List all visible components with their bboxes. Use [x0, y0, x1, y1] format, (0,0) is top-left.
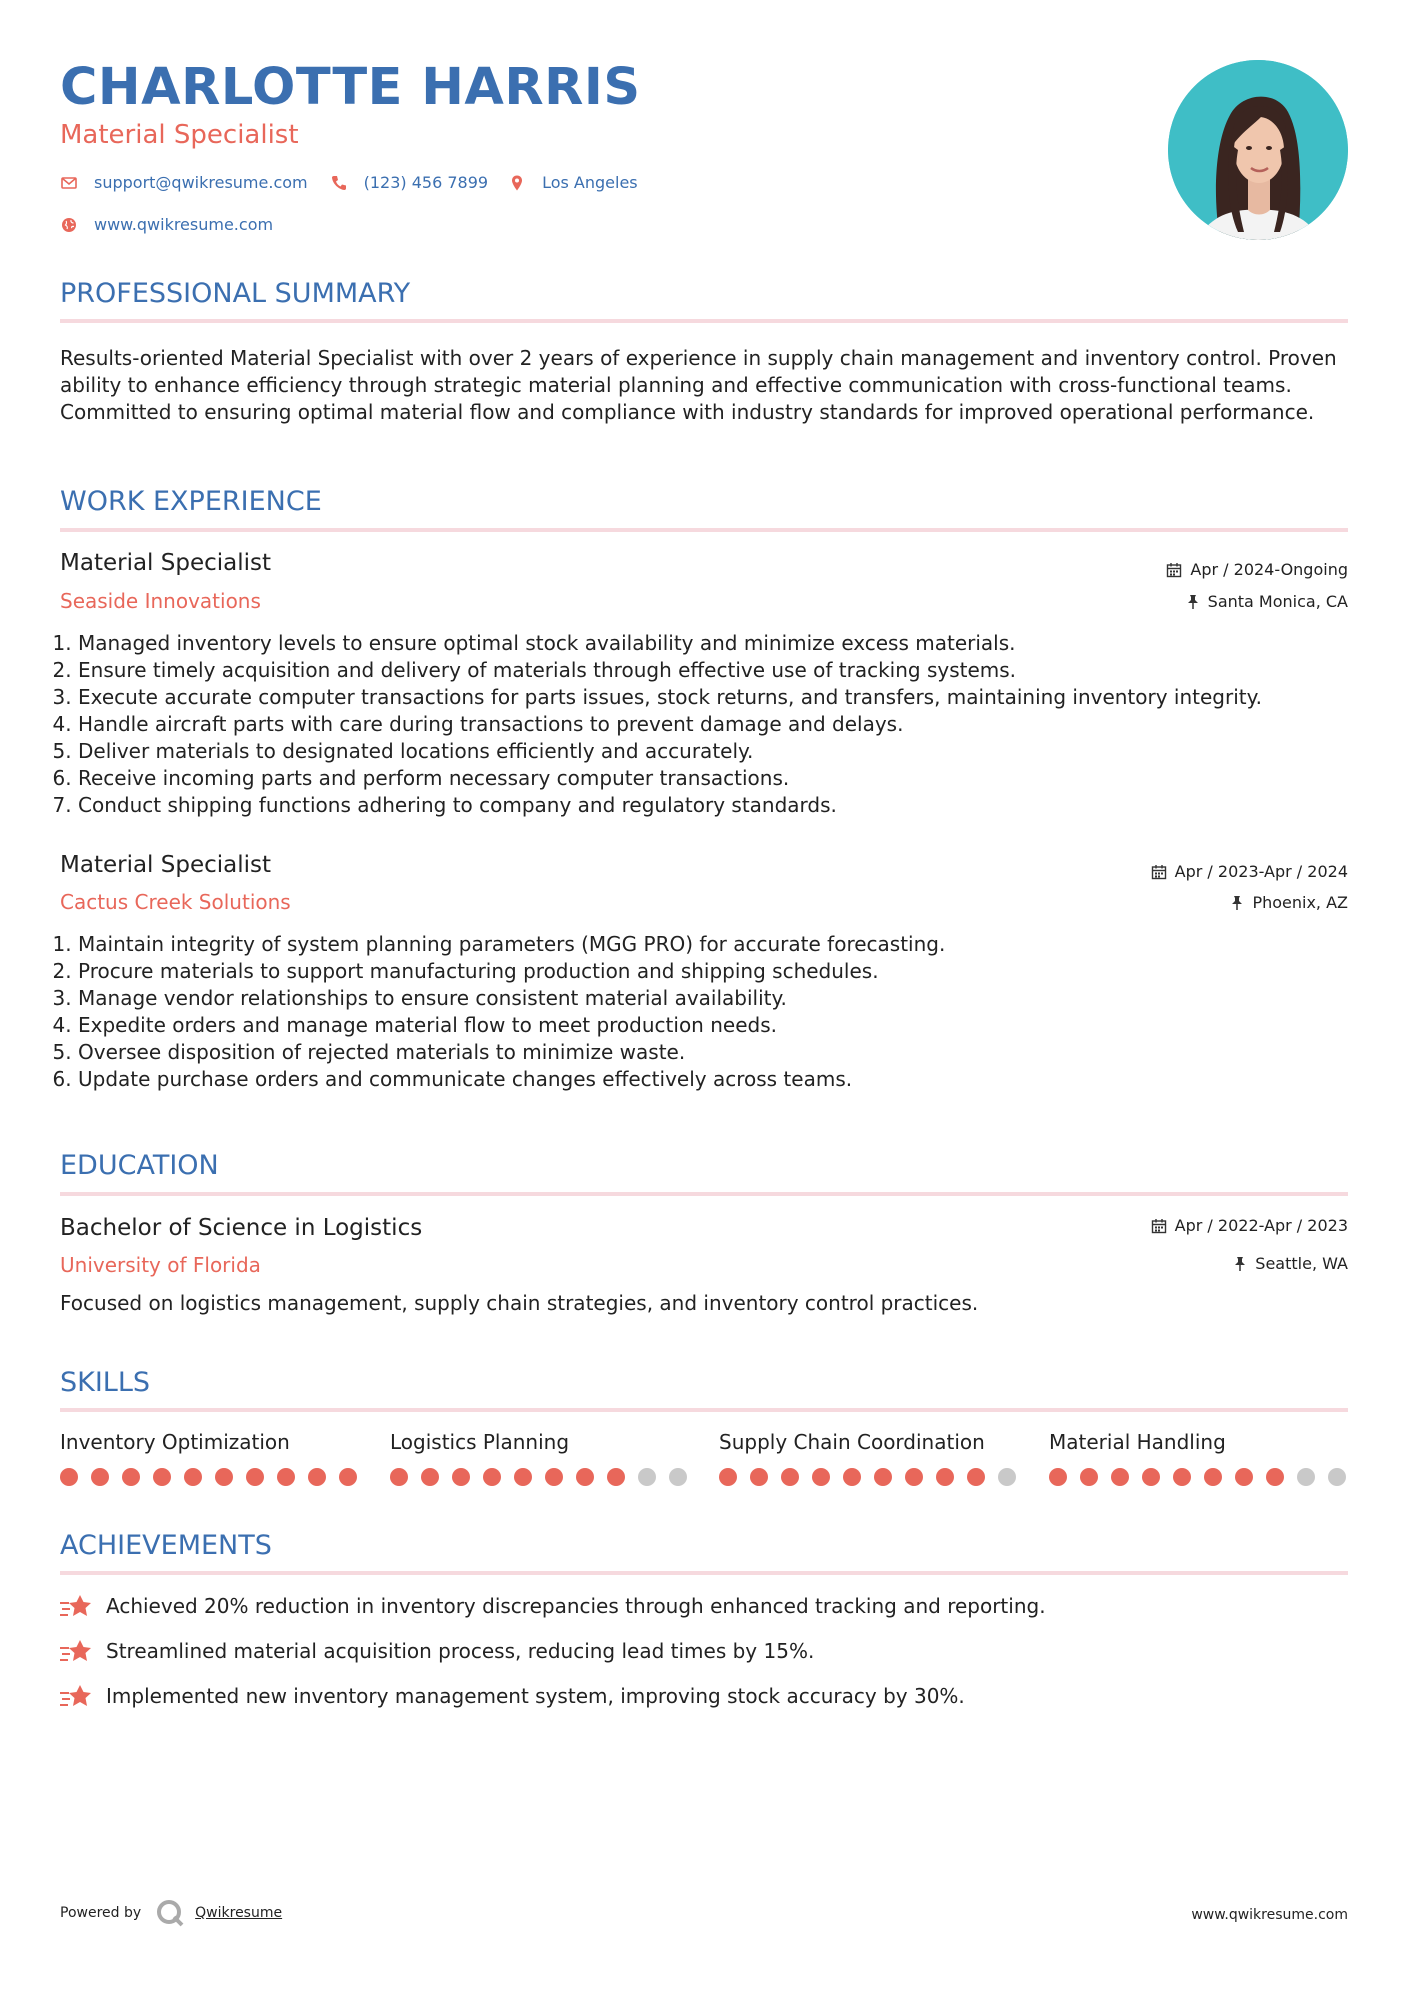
portrait-image	[1168, 60, 1348, 240]
list-item: 5. Oversee disposition of rejected materials to minimize waste.	[78, 1039, 1378, 1066]
rating-dot-filled	[60, 1468, 78, 1486]
list-item: 1. Maintain integrity of system planning parameters (MGG PRO) for accurate forecasting.	[78, 931, 1378, 958]
job-location-text: Phoenix, AZ	[1252, 893, 1348, 912]
section-divider	[60, 319, 1348, 323]
calendar-icon	[1151, 864, 1167, 880]
list-item: 4. Handle aircraft parts with care during transactions to prevent damage and delays.	[78, 711, 1378, 738]
rating-dot-filled	[1142, 1468, 1160, 1486]
calendar-icon	[1151, 1218, 1167, 1234]
calendar-icon	[1166, 562, 1182, 578]
qwikresume-link[interactable]: Qwikresume	[195, 1905, 283, 1921]
skill-item	[1049, 1430, 1349, 1454]
list-item: 2. Procure materials to support manufacturing production and shipping schedules.	[78, 958, 1378, 985]
rating-dot-filled	[483, 1468, 501, 1486]
job-dates-text: Apr / 2023-Apr / 2024	[1174, 862, 1348, 881]
rating-dot-filled	[1204, 1468, 1222, 1486]
rating-dot-filled	[1049, 1468, 1067, 1486]
rating-dot-filled	[277, 1468, 295, 1486]
rating-dot-filled	[246, 1468, 264, 1486]
achievement-item	[60, 1591, 1046, 1621]
contact-row	[60, 173, 656, 192]
location-text: Los Angeles	[542, 173, 638, 192]
achievement-item	[60, 1681, 965, 1711]
candidate-title: Material Specialist	[60, 120, 299, 150]
list-item: 6. Receive incoming parts and perform necessary computer transactions.	[78, 765, 1378, 792]
job-dates	[1151, 862, 1348, 881]
skill-name: Supply Chain Coordination	[719, 1430, 985, 1454]
section-divider	[60, 1571, 1348, 1575]
rating-dot-empty	[1297, 1468, 1315, 1486]
job-title: Material Specialist	[60, 852, 272, 878]
powered-by-label: Powered by	[60, 1905, 142, 1921]
job-responsibilities	[44, 931, 1378, 1093]
education-heading: EDUCATION	[60, 1150, 219, 1181]
phone-number[interactable]: (123) 456 7899	[363, 173, 489, 192]
education-location	[1233, 1254, 1348, 1273]
rating-dot-filled	[339, 1468, 357, 1486]
job-location-text: Santa Monica, CA	[1207, 592, 1348, 611]
skill-rating	[719, 1468, 1029, 1486]
footer-url[interactable]: www.qwikresume.com	[1191, 1907, 1348, 1923]
achievement-text: Implemented new inventory management system, improving stock accuracy by 30%.	[106, 1684, 965, 1708]
envelope-icon	[60, 174, 78, 192]
list-item: 3. Manage vendor relationships to ensure consistent material availability.	[78, 985, 1378, 1012]
skill-name: Logistics Planning	[390, 1430, 570, 1454]
rating-dot-filled	[1173, 1468, 1191, 1486]
skills-heading: SKILLS	[60, 1367, 151, 1398]
rating-dot-filled	[514, 1468, 532, 1486]
rating-dot-filled	[153, 1468, 171, 1486]
website-link[interactable]: www.qwikresume.com	[94, 215, 274, 234]
company-name: Cactus Creek Solutions	[60, 890, 291, 914]
rating-dot-filled	[421, 1468, 439, 1486]
rating-dot-filled	[545, 1468, 563, 1486]
degree-title: Bachelor of Science in Logistics	[60, 1215, 423, 1241]
candidate-name: CHARLOTTE HARRIS	[60, 58, 641, 117]
rating-dot-empty	[638, 1468, 656, 1486]
pushpin-icon	[1230, 895, 1244, 911]
job-location	[1186, 592, 1348, 611]
rating-dot-filled	[750, 1468, 768, 1486]
rating-dot-filled	[936, 1468, 954, 1486]
list-item: 4. Expedite orders and manage material flow to meet production needs.	[78, 1012, 1378, 1039]
globe-icon	[60, 216, 78, 234]
education-dates	[1151, 1216, 1348, 1235]
job-dates	[1166, 560, 1348, 579]
list-item: 1. Managed inventory levels to ensure optimal stock availability and minimize excess materials.	[78, 630, 1378, 657]
rating-dot-filled	[215, 1468, 233, 1486]
skill-rating	[60, 1468, 370, 1486]
list-item: 6. Update purchase orders and communicate changes effectively across teams.	[78, 1066, 1378, 1093]
job-title: Material Specialist	[60, 550, 272, 576]
summary-text: Results-oriented Material Specialist with over 2 years of experience in supply chain management and inventory control. Proven ability to enhance efficiency through strategic material planning and effective communication with cross-functional teams. Committed to ensuring optimal material flow and compliance with industry standards for improved operational performance.	[60, 346, 1337, 424]
rating-dot-empty	[998, 1468, 1016, 1486]
experience-heading: WORK EXPERIENCE	[60, 486, 322, 517]
section-divider	[60, 1192, 1348, 1196]
skill-name: Inventory Optimization	[60, 1430, 290, 1454]
achievement-item	[60, 1636, 814, 1666]
summary-heading: PROFESSIONAL SUMMARY	[60, 278, 411, 309]
job-dates-text: Apr / 2024-Ongoing	[1190, 560, 1348, 579]
qwikresume-logo-icon	[155, 1898, 185, 1928]
location-pin-icon	[508, 174, 526, 192]
contact-row-website	[60, 215, 291, 234]
company-name: Seaside Innovations	[60, 589, 261, 613]
skill-item	[390, 1430, 690, 1454]
rating-dot-filled	[390, 1468, 408, 1486]
skill-name: Material Handling	[1049, 1430, 1226, 1454]
job-responsibilities	[44, 630, 1378, 819]
job-location	[1230, 893, 1348, 912]
school-name: University of Florida	[60, 1253, 261, 1277]
education-dates-text: Apr / 2022-Apr / 2023	[1174, 1216, 1348, 1235]
pushpin-icon	[1186, 594, 1200, 610]
pushpin-icon	[1233, 1256, 1247, 1272]
achievement-text: Streamlined material acquisition process, reducing lead times by 15%.	[106, 1639, 815, 1663]
rating-dot-filled	[122, 1468, 140, 1486]
star-icon	[60, 1681, 92, 1711]
star-icon	[60, 1636, 92, 1666]
rating-dot-filled	[781, 1468, 799, 1486]
rating-dot-filled	[874, 1468, 892, 1486]
rating-dot-filled	[308, 1468, 326, 1486]
rating-dot-filled	[719, 1468, 737, 1486]
rating-dot-filled	[452, 1468, 470, 1486]
rating-dot-filled	[1111, 1468, 1129, 1486]
profile-photo	[1168, 60, 1348, 240]
rating-dot-empty	[669, 1468, 687, 1486]
list-item: 2. Ensure timely acquisition and delivery of materials through effective use of tracking systems.	[78, 657, 1378, 684]
email-link[interactable]: support@qwikresume.com	[94, 173, 308, 192]
achievements-heading: ACHIEVEMENTS	[60, 1530, 272, 1561]
rating-dot-filled	[1080, 1468, 1098, 1486]
section-divider	[60, 528, 1348, 532]
rating-dot-filled	[607, 1468, 625, 1486]
star-icon	[60, 1591, 92, 1621]
rating-dot-filled	[843, 1468, 861, 1486]
rating-dot-filled	[1266, 1468, 1284, 1486]
rating-dot-empty	[1328, 1468, 1346, 1486]
rating-dot-filled	[905, 1468, 923, 1486]
list-item: 5. Deliver materials to designated locations efficiently and accurately.	[78, 738, 1378, 765]
skill-rating	[1049, 1468, 1359, 1486]
rating-dot-filled	[812, 1468, 830, 1486]
section-divider	[60, 1408, 1348, 1412]
rating-dot-filled	[576, 1468, 594, 1486]
education-location-text: Seattle, WA	[1255, 1254, 1348, 1273]
list-item: 3. Execute accurate computer transactions for parts issues, stock returns, and transfers, maintaining inventory integrity.	[78, 684, 1378, 711]
rating-dot-filled	[184, 1468, 202, 1486]
education-description: Focused on logistics management, supply chain strategies, and inventory control practices.	[60, 1291, 979, 1315]
list-item: 7. Conduct shipping functions adhering to company and regulatory standards.	[78, 792, 1378, 819]
phone-icon	[330, 174, 348, 192]
skill-item	[60, 1430, 360, 1454]
footer-branding	[60, 1898, 282, 1928]
rating-dot-filled	[91, 1468, 109, 1486]
rating-dot-filled	[1235, 1468, 1253, 1486]
rating-dot-filled	[967, 1468, 985, 1486]
skill-item	[719, 1430, 1019, 1454]
skill-rating	[390, 1468, 700, 1486]
achievement-text: Achieved 20% reduction in inventory discrepancies through enhanced tracking and reporting.	[106, 1594, 1046, 1618]
